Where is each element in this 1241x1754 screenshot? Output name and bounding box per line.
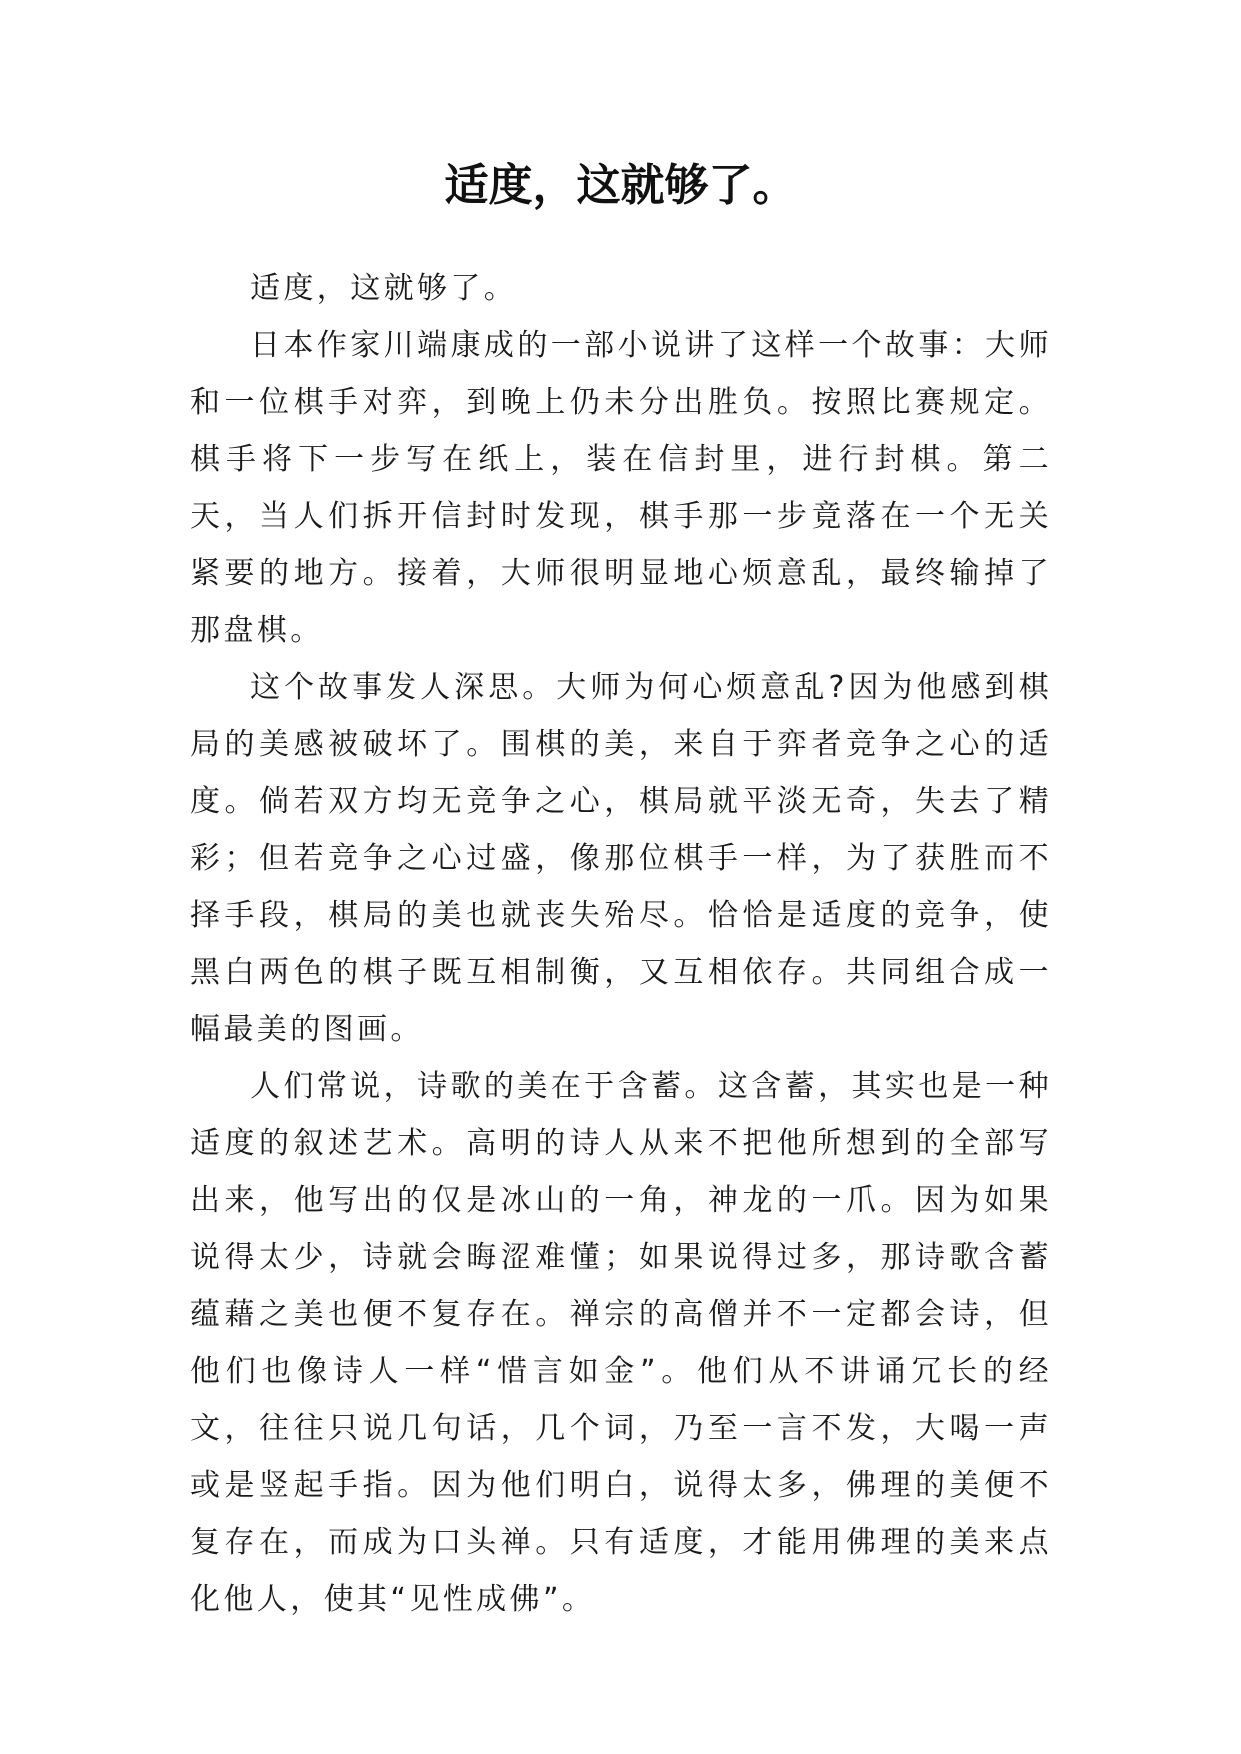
document-title: 适度，这就够了。 [444, 160, 797, 211]
paragraph-1: 适度，这就够了。 [250, 271, 518, 306]
paragraph-3: 这个故事发人深思。大师为何心烦意乱?因为他感到棋局的美感被破坏了。围棋的美，来自于弈者竞争之心的适度。倘若双方均无竞争之心，棋局就平淡无奇，失去了精彩；但若竞争之心过盛，像那位棋手一样，为了获胜而不择手段，棋局的美也就丧失殆尽。恰恰是适度的竞争，使黑白两色的棋子既互相制衡，又互相依存。共同组合成一幅最美的图画。 [190, 670, 1052, 1047]
paragraph-4: 人们常说，诗歌的美在于含蓄。这含蓄，其实也是一种适度的叙述艺术。高明的诗人从来不把他所想到的全部写出来，他写出的仅是冰山的一角，神龙的一爪。因为如果说得太少，诗就会晦涩难懂；如果说得过多，那诗歌含蓄蕴藉之美也便不复存在。禅宗的高僧并不一定都会诗，但他们也像诗人一样“惜言如金”。他们从不讲诵冗长的经文，往往只说几句话，几个词，乃至一言不发，大喝一声或是竖起手指。因为他们明白，说得太多，佛理的美便不复存在，而成为口头禅。只有适度，才能用佛理的美来点化他人，使其“见性成佛”。 [190, 1069, 1052, 1617]
document-body [190, 260, 1052, 1628]
paragraph-2: 日本作家川端康成的一部小说讲了这样一个故事：大师和一位棋手对弈，到晚上仍未分出胜负。按照比赛规定。棋手将下一步写在纸上，装在信封里，进行封棋。第二天，当人们拆开信封时发现，棋手那一步竟落在一个无关紧要的地方。接着，大师很明显地心烦意乱，最终输掉了那盘棋。 [190, 328, 1052, 648]
